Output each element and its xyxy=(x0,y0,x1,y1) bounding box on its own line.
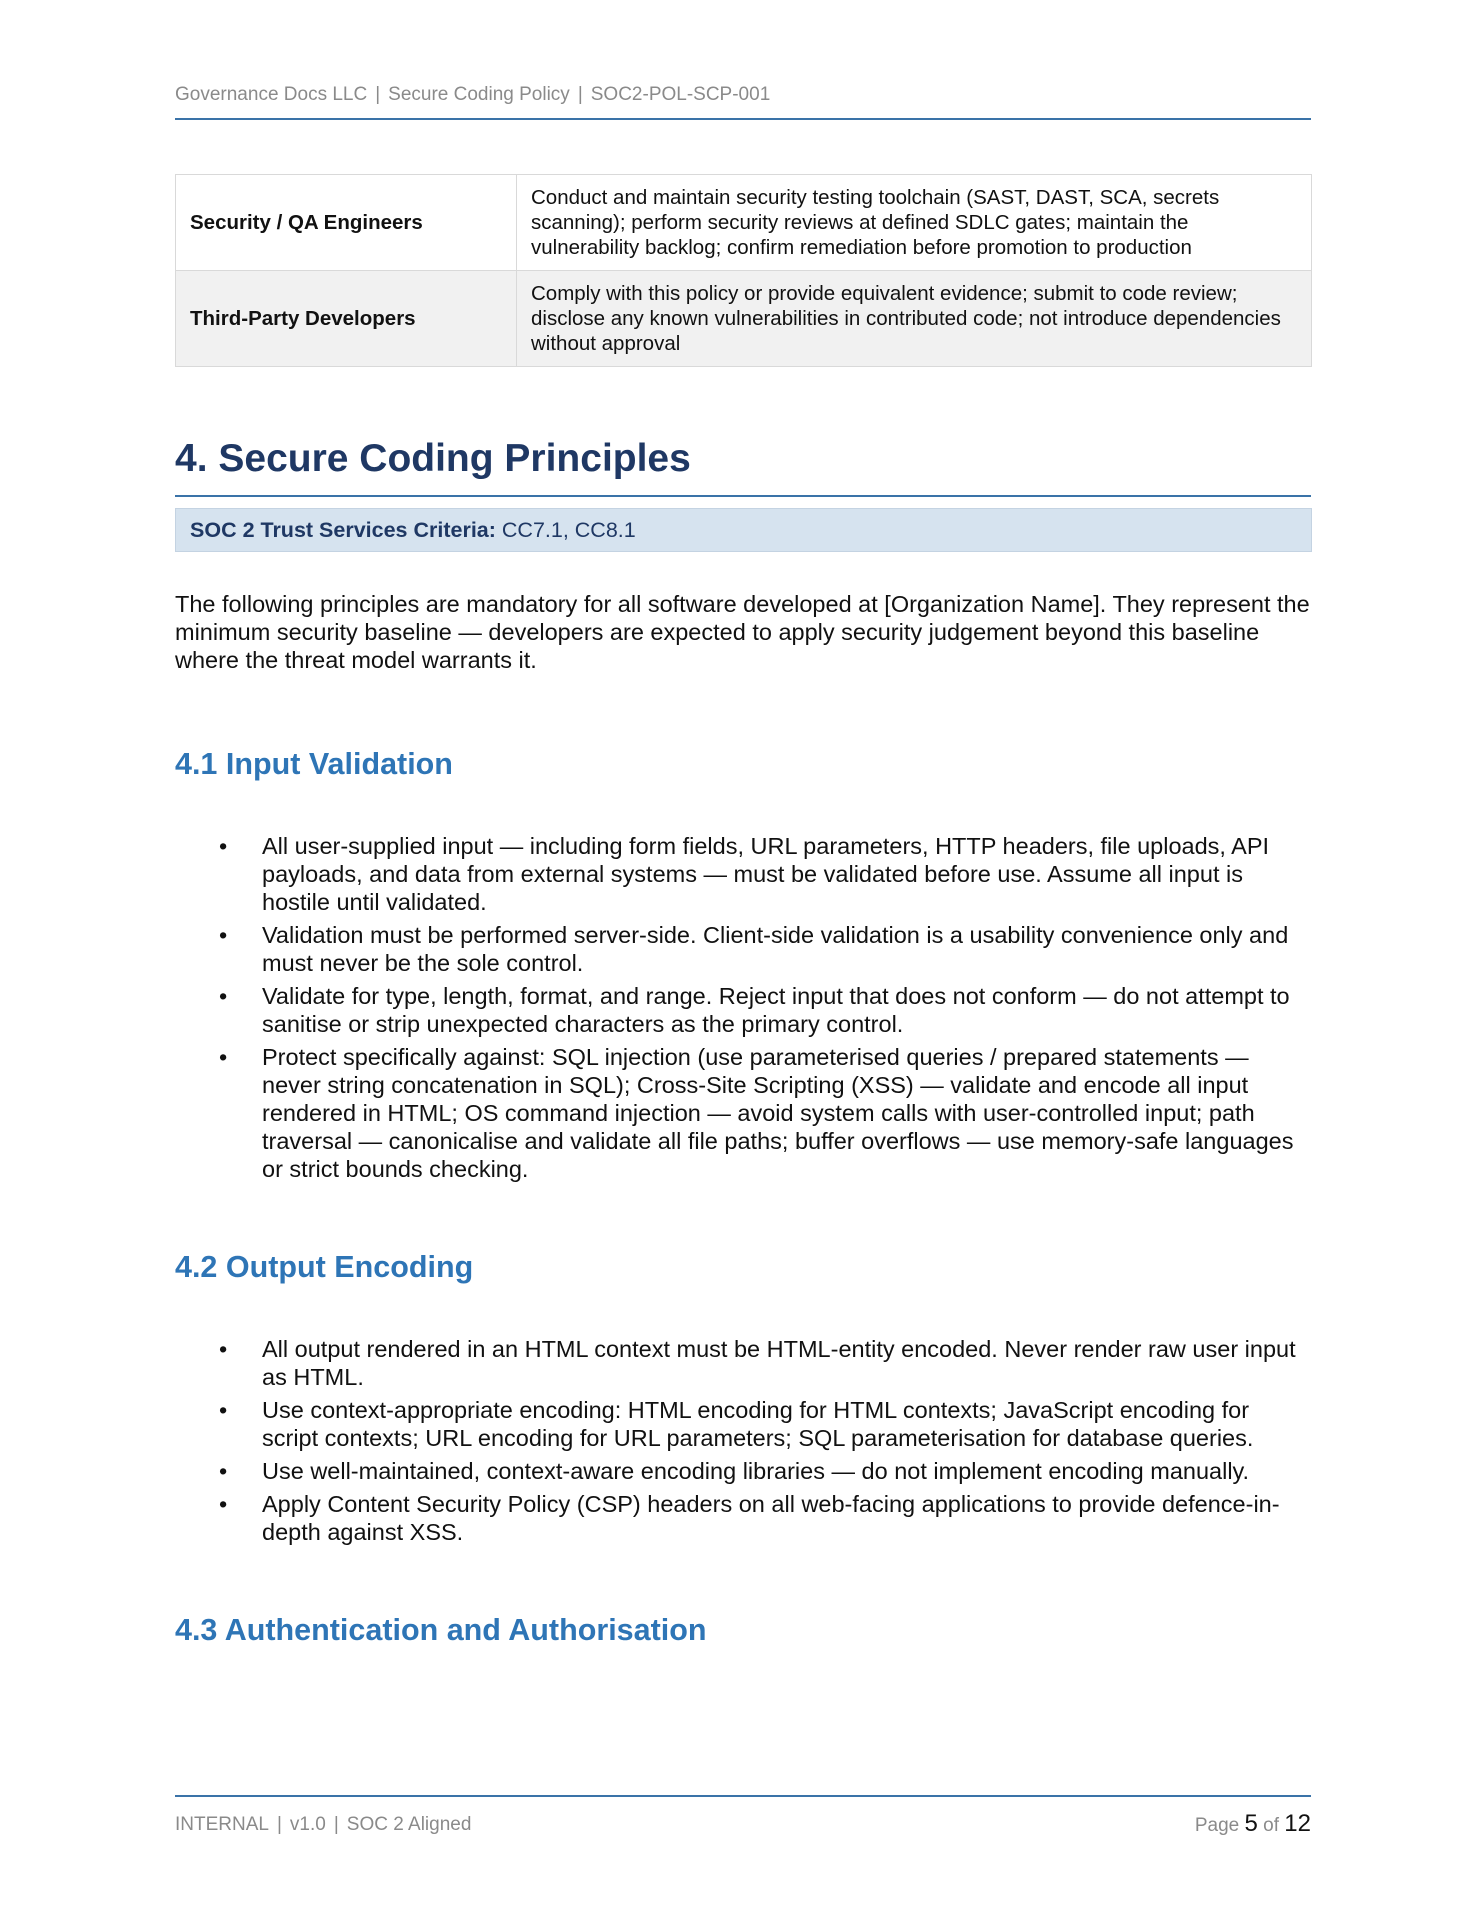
role-description: Conduct and maintain security testing toolchain (SAST, DAST, SCA, secrets scanning); perform security reviews at defined SDLC gates; maintain the vulnerability backlog; confirm remediation before promotion to production xyxy=(517,175,1312,271)
bullet-icon: • xyxy=(219,1458,228,1484)
bullet-icon: • xyxy=(219,1044,228,1070)
bullet-icon: • xyxy=(219,922,228,948)
page-label: Page xyxy=(1194,1815,1240,1836)
subsection-title-output-encoding: 4.2 Output Encoding xyxy=(175,1250,474,1284)
bullet-icon: • xyxy=(219,1336,228,1362)
subsection-title-input-validation: 4.1 Input Validation xyxy=(175,747,453,781)
role-description: Comply with this policy or provide equivalent evidence; submit to code review; disclose any known vulnerabilities in contributed code; not introduce dependencies without approval xyxy=(517,271,1312,367)
bullet-icon: • xyxy=(219,833,228,859)
list-item xyxy=(175,1043,1311,1183)
table-row xyxy=(176,175,1312,271)
footer-version: v1.0 xyxy=(289,1814,326,1835)
criteria-box xyxy=(175,508,1312,552)
page-current: 5 xyxy=(1244,1810,1258,1837)
list-item xyxy=(175,1490,1311,1546)
footer-separator: | xyxy=(276,1814,282,1835)
output-encoding-list xyxy=(175,1335,1311,1551)
header-doc-id: SOC2-POL-SCP-001 xyxy=(590,84,771,105)
list-item xyxy=(175,982,1311,1038)
bullet-icon: • xyxy=(219,1397,228,1423)
footer-meta xyxy=(175,1814,471,1836)
list-item-text: Validation must be performed server-side. Client-side validation is a usability convenience only and must never be the sole control. xyxy=(262,922,1289,976)
list-item-text: All output rendered in an HTML context must be HTML-entity encoded. Never render raw user input as HTML. xyxy=(262,1336,1296,1390)
criteria-value: CC7.1, CC8.1 xyxy=(495,518,636,542)
bullet-icon: • xyxy=(219,1491,228,1517)
subsection-title-authentication: 4.3 Authentication and Authorisation xyxy=(175,1613,707,1647)
list-item-text: Use context-appropriate encoding: HTML encoding for HTML contexts; JavaScript encoding for script contexts; URL encoding for URL parameters; SQL parameterisation for database queries. xyxy=(262,1397,1254,1451)
list-item xyxy=(175,832,1311,916)
list-item-text: All user-supplied input — including form fields, URL parameters, HTTP headers, file uploads, API payloads, and data from external systems — must be validated before use. Assume all input is hostile until validated. xyxy=(262,833,1270,915)
section-title: 4. Secure Coding Principles xyxy=(175,433,1311,497)
page-footer xyxy=(175,1795,1311,1857)
header-company: Governance Docs LLC xyxy=(175,84,368,105)
header-separator: | xyxy=(375,84,381,105)
header-document-title: Secure Coding Policy xyxy=(388,84,570,105)
intro-paragraph: The following principles are mandatory for all software developed at [Organization Name]. They represent the minimum security baseline — developers are expected to apply security judgement beyond this baseline where the threat model warrants it. xyxy=(175,591,1310,673)
list-item-text: Use well-maintained, context-aware encoding libraries — do not implement encoding manually. xyxy=(262,1458,1250,1484)
list-item xyxy=(175,1396,1311,1452)
role-name: Third-Party Developers xyxy=(176,271,517,367)
input-validation-list xyxy=(175,832,1311,1188)
page-header xyxy=(175,84,1311,120)
footer-separator: | xyxy=(333,1814,339,1835)
role-name: Security / QA Engineers xyxy=(176,175,517,271)
list-item xyxy=(175,921,1311,977)
page-total: 12 xyxy=(1284,1810,1311,1837)
footer-classification: INTERNAL xyxy=(175,1814,269,1835)
list-item-text: Validate for type, length, format, and range. Reject input that does not conform — do not attempt to sanitise or strip unexpected characters as the primary control. xyxy=(262,983,1290,1037)
table-row xyxy=(176,271,1312,367)
list-item-text: Protect specifically against: SQL injection (use parameterised queries / prepared statements — never string concatenation in SQL); Cross-Site Scripting (XSS) — validate and encode all input rendered in HTML; OS command injection — avoid system calls with user-controlled input; path traversal — canonicalise and validate all file paths; buffer overflows — use memory-safe languages or strict bounds checking. xyxy=(262,1044,1294,1182)
footer-alignment: SOC 2 Aligned xyxy=(346,1814,472,1835)
list-item xyxy=(175,1335,1311,1391)
criteria-label: SOC 2 Trust Services Criteria: xyxy=(190,518,496,542)
bullet-icon: • xyxy=(219,983,228,1009)
roles-table xyxy=(175,174,1312,367)
header-separator: | xyxy=(577,84,583,105)
page-of-label: of xyxy=(1263,1815,1280,1836)
page-number xyxy=(1195,1810,1311,1838)
list-item-text: Apply Content Security Policy (CSP) headers on all web-facing applications to provide defence-in-depth against XSS. xyxy=(262,1491,1280,1545)
list-item xyxy=(175,1457,1311,1485)
